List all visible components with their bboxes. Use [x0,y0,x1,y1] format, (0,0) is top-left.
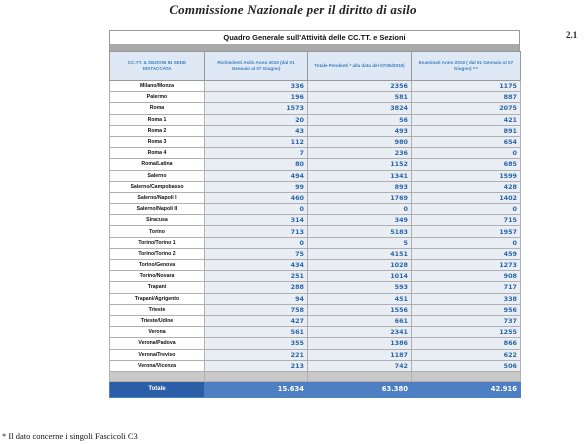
total-row [110,381,521,397]
pending-cell: 593 [308,282,412,293]
pending-cell: 5183 [308,226,412,237]
pending-cell: 661 [308,315,412,326]
examined-cell: 0 [412,237,521,248]
examined-cell: 737 [412,315,521,326]
table-title: Quadro Generale sull'Attività delle CC.TT. e Sezioni [109,30,520,44]
row-label: Trieste/Udine [110,315,205,326]
row-label: Trapani [110,282,205,293]
footnote: * Il dato concerne i singoli Fascicoli C3 [2,431,138,441]
row-label: Verona [110,327,205,338]
row-label: Trieste [110,304,205,315]
requests-cell: 460 [205,192,308,203]
pending-cell: 349 [308,215,412,226]
row-label: Torino/Novara [110,271,205,282]
pending-cell: 1769 [308,192,412,203]
row-label: Salerno [110,170,205,181]
table-row [110,293,521,304]
requests-cell: 434 [205,260,308,271]
pending-cell: 1014 [308,271,412,282]
requests-cell: 196 [205,92,308,103]
examined-cell: 0 [412,204,521,215]
summary-table [109,30,520,398]
table-row [110,237,521,248]
pending-cell: 56 [308,114,412,125]
table-row [110,136,521,147]
table-row [110,338,521,349]
requests-cell: 1573 [205,103,308,114]
spacer-row [110,371,521,381]
pending-cell: 1028 [308,260,412,271]
requests-cell: 288 [205,282,308,293]
pending-cell: 1187 [308,349,412,360]
examined-cell: 622 [412,349,521,360]
examined-cell: 338 [412,293,521,304]
examined-cell: 421 [412,114,521,125]
row-label: Torino/Torino 1 [110,237,205,248]
row-label: Siracusa [110,215,205,226]
examined-cell: 715 [412,215,521,226]
examined-cell: 42.916 [412,381,521,397]
table-row [110,315,521,326]
requests-cell: 0 [205,237,308,248]
examined-cell: 1255 [412,327,521,338]
pending-cell: 63.380 [308,381,412,397]
row-label: Salerno/Napoli I [110,192,205,203]
requests-cell: 43 [205,125,308,136]
page-header: Commissione Nazionale per il diritto di asilo [169,2,417,17]
table-body [110,81,521,398]
table-row [110,114,521,125]
page-number: 2.1 [566,30,578,40]
examined-cell: 908 [412,271,521,282]
row-label: Totale [110,381,205,397]
row-label: Salerno/Napoli II [110,204,205,215]
table-row [110,271,521,282]
pending-cell: 980 [308,136,412,147]
examined-cell: 1273 [412,260,521,271]
pending-cell: 4151 [308,248,412,259]
row-label: Verona/Padova [110,338,205,349]
table-row [110,92,521,103]
pending-cell: 3824 [308,103,412,114]
row-label: Roma 2 [110,125,205,136]
examined-cell: 866 [412,338,521,349]
pending-cell: 236 [308,148,412,159]
table-row [110,349,521,360]
table-row [110,226,521,237]
examined-cell: 1175 [412,81,521,92]
column-header: Totale Pendenti * alla data del 07/06/2019) [308,52,412,81]
row-label: Roma 3 [110,136,205,147]
header-row [110,52,521,81]
data-table [109,51,521,398]
row-label: Trapani/Agrigento [110,293,205,304]
examined-cell: 459 [412,248,521,259]
requests-cell: 7 [205,148,308,159]
examined-cell: 956 [412,304,521,315]
row-label: Roma/Latina [110,159,205,170]
row-label: Palermo [110,92,205,103]
table-row [110,360,521,371]
table-row [110,125,521,136]
examined-cell: 891 [412,125,521,136]
requests-cell: 713 [205,226,308,237]
table-row [110,215,521,226]
examined-cell: 1957 [412,226,521,237]
requests-cell: 221 [205,349,308,360]
requests-cell: 213 [205,360,308,371]
pending-cell: 742 [308,360,412,371]
requests-cell: 80 [205,159,308,170]
examined-cell: 428 [412,181,521,192]
table-row [110,304,521,315]
row-label: Roma 4 [110,148,205,159]
requests-cell: 758 [205,304,308,315]
requests-cell: 251 [205,271,308,282]
requests-cell: 15.634 [205,381,308,397]
row-label: Verona/Treviso [110,349,205,360]
requests-cell: 561 [205,327,308,338]
pending-cell: 2356 [308,81,412,92]
requests-cell: 20 [205,114,308,125]
pending-cell: 1386 [308,338,412,349]
table-row [110,181,521,192]
pending-cell: 451 [308,293,412,304]
row-label: Verona/Vicenza [110,360,205,371]
table-row [110,170,521,181]
examined-cell: 887 [412,92,521,103]
requests-cell: 494 [205,170,308,181]
table-row [110,204,521,215]
column-header: CC.TT. & SEZIONI IN SEDE DISTACCATA [110,52,205,81]
row-label: Roma [110,103,205,114]
pending-cell: 0 [308,204,412,215]
column-header: Esaminati Anno 2019 ( dal 01 Gennaio al 07 Giugno) ^^ [412,52,521,81]
column-header: Richiedenti Asilo Anno 2019 (dal 01 Gennaio al 07 Giugno) [205,52,308,81]
pending-cell: 1341 [308,170,412,181]
examined-cell: 1402 [412,192,521,203]
examined-cell: 2075 [412,103,521,114]
title-separator [109,44,520,51]
pending-cell: 581 [308,92,412,103]
spacer-cell [412,371,521,381]
requests-cell: 94 [205,293,308,304]
requests-cell: 314 [205,215,308,226]
spacer-cell [205,371,308,381]
table-row [110,282,521,293]
row-label: Torino/Torino 2 [110,248,205,259]
pending-cell: 1556 [308,304,412,315]
examined-cell: 506 [412,360,521,371]
table-row [110,103,521,114]
pending-cell: 493 [308,125,412,136]
row-label: Torino/Genova [110,260,205,271]
pending-cell: 893 [308,181,412,192]
examined-cell: 1599 [412,170,521,181]
requests-cell: 355 [205,338,308,349]
pending-cell: 5 [308,237,412,248]
table-row [110,159,521,170]
examined-cell: 0 [412,148,521,159]
examined-cell: 685 [412,159,521,170]
requests-cell: 112 [205,136,308,147]
table-row [110,248,521,259]
requests-cell: 99 [205,181,308,192]
requests-cell: 336 [205,81,308,92]
table-row [110,148,521,159]
spacer-cell [308,371,412,381]
row-label: Roma 1 [110,114,205,125]
examined-cell: 717 [412,282,521,293]
table-row [110,81,521,92]
requests-cell: 0 [205,204,308,215]
examined-cell: 654 [412,136,521,147]
table-row [110,327,521,338]
requests-cell: 427 [205,315,308,326]
pending-cell: 2341 [308,327,412,338]
spacer-cell [110,371,205,381]
table-row [110,260,521,271]
requests-cell: 75 [205,248,308,259]
row-label: Milano/Monza [110,81,205,92]
row-label: Torino [110,226,205,237]
table-row [110,192,521,203]
row-label: Salerno/Campobasso [110,181,205,192]
pending-cell: 1152 [308,159,412,170]
